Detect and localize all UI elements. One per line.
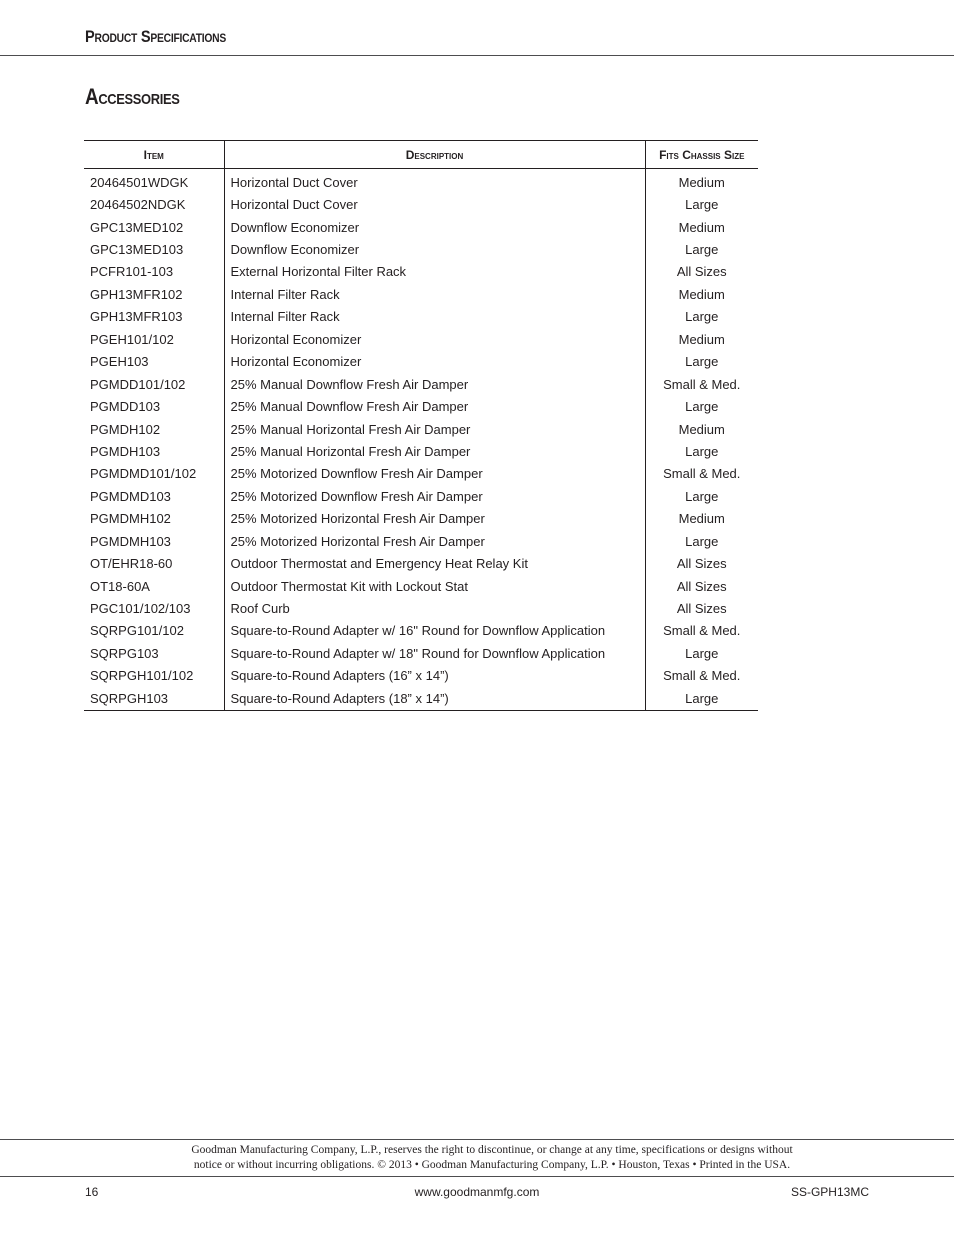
column-header-description: Description	[224, 141, 645, 169]
item-cell: PGMDD101/102	[90, 376, 186, 392]
description-cell: Roof Curb	[224, 597, 645, 619]
table-row	[84, 530, 758, 552]
table-header-row	[84, 141, 758, 169]
description-cell: 25% Motorized Horizontal Fresh Air Damper	[224, 508, 645, 530]
description-cell: Square-to-Round Adapters (16” x 14”)	[224, 665, 645, 687]
chassis-size-cell: Large	[645, 642, 758, 664]
description-cell: 25% Motorized Downflow Fresh Air Damper	[224, 485, 645, 507]
column-header-item: Item	[84, 141, 224, 169]
item-cell: SQRPGH101/102	[90, 668, 194, 684]
item-cell: PGMDMD101/102	[90, 466, 197, 482]
item-cell: OT/EHR18-60	[90, 556, 173, 572]
chassis-size-cell: Large	[645, 351, 758, 373]
item-cell: SQRPGH103	[90, 690, 169, 706]
description-cell: Downflow Economizer	[224, 238, 645, 260]
chassis-size-cell: All Sizes	[645, 597, 758, 619]
description-cell: Horizontal Economizer	[224, 328, 645, 350]
table-row	[84, 418, 758, 440]
item-cell: PGMDMH102	[90, 511, 171, 527]
description-cell: Internal Filter Rack	[224, 283, 645, 305]
table-row	[84, 575, 758, 597]
description-cell: 25% Motorized Downflow Fresh Air Damper	[224, 463, 645, 485]
description-cell: Horizontal Duct Cover	[224, 193, 645, 215]
table-row	[84, 283, 758, 305]
description-cell: 25% Manual Horizontal Fresh Air Damper	[224, 440, 645, 462]
chassis-size-cell: Large	[645, 440, 758, 462]
section-title: Accessories	[85, 84, 180, 109]
table-row	[84, 508, 758, 530]
table-row	[84, 169, 758, 194]
description-cell: Downflow Economizer	[224, 216, 645, 238]
table-row	[84, 463, 758, 485]
description-cell: Horizontal Economizer	[224, 351, 645, 373]
item-cell: 20464501WDGK	[90, 174, 189, 190]
table-body	[84, 169, 758, 711]
chassis-size-cell: Medium	[645, 283, 758, 305]
table-row	[84, 238, 758, 260]
table-row	[84, 395, 758, 417]
item-cell: GPC13MED102	[90, 219, 184, 235]
table-row	[84, 306, 758, 328]
footer-divider-bottom	[0, 1176, 954, 1177]
website-link[interactable]: www.goodmanmfg.com	[414, 1185, 540, 1199]
description-cell: 25% Motorized Horizontal Fresh Air Damper	[224, 530, 645, 552]
chassis-size-cell: Small & Med.	[645, 463, 758, 485]
description-cell: Square-to-Round Adapter w/ 18" Round for Downflow Application	[224, 642, 645, 664]
chassis-size-cell: Large	[645, 193, 758, 215]
table-row	[84, 665, 758, 687]
table-row	[84, 328, 758, 350]
chassis-size-cell: Large	[645, 485, 758, 507]
column-header-chassis-size: Fits Chassis Size	[645, 141, 758, 169]
description-cell: 25% Manual Downflow Fresh Air Damper	[224, 373, 645, 395]
item-cell: PGMDMH103	[90, 533, 171, 549]
item-cell: 20464502NDGK	[90, 197, 186, 213]
header-title: Product Specifications	[85, 27, 226, 46]
chassis-size-cell: All Sizes	[645, 261, 758, 283]
table-row	[84, 351, 758, 373]
table-row	[84, 620, 758, 642]
accessories-table	[84, 140, 758, 711]
description-cell: Square-to-Round Adapters (18” x 14”)	[224, 687, 645, 710]
description-cell: Outdoor Thermostat Kit with Lockout Stat	[224, 575, 645, 597]
disclaimer-line-2: notice or without incurring obligations. © 2013 • Goodman Manufacturing Company, L.P. • Houston, Texas • Printed in the USA.	[193, 1159, 791, 1171]
chassis-size-cell: Small & Med.	[645, 620, 758, 642]
chassis-size-cell: Large	[645, 238, 758, 260]
table-row	[84, 193, 758, 215]
chassis-size-cell: Medium	[645, 169, 758, 194]
chassis-size-cell: Large	[645, 306, 758, 328]
description-cell: Outdoor Thermostat and Emergency Heat Relay Kit	[224, 552, 645, 574]
footer-divider-top	[0, 1139, 954, 1140]
footer-disclaimer	[0, 1143, 954, 1173]
table-row	[84, 216, 758, 238]
chassis-size-cell: All Sizes	[645, 552, 758, 574]
table-row	[84, 552, 758, 574]
table-row	[84, 687, 758, 710]
description-cell: Internal Filter Rack	[224, 306, 645, 328]
table-row	[84, 373, 758, 395]
item-cell: OT18-60A	[90, 578, 150, 594]
item-cell: GPH13MFR103	[90, 309, 183, 325]
description-cell: Square-to-Round Adapter w/ 16" Round for Downflow Application	[224, 620, 645, 642]
item-cell: PGMDMD103	[90, 488, 171, 504]
description-cell: 25% Manual Horizontal Fresh Air Damper	[224, 418, 645, 440]
chassis-size-cell: Small & Med.	[645, 665, 758, 687]
header-divider	[0, 55, 954, 56]
table-row	[84, 597, 758, 619]
item-cell: PGEH103	[90, 354, 149, 370]
item-cell: SQRPG103	[90, 645, 159, 661]
item-cell: PGC101/102/103	[90, 601, 191, 617]
table-row	[84, 261, 758, 283]
chassis-size-cell: Large	[645, 687, 758, 710]
chassis-size-cell: All Sizes	[645, 575, 758, 597]
description-cell: External Horizontal Filter Rack	[224, 261, 645, 283]
disclaimer-line-1: Goodman Manufacturing Company, L.P., reserves the right to discontinue, or change at any time, specifications or designs without	[191, 1144, 793, 1156]
item-cell: GPH13MFR102	[90, 286, 183, 302]
description-cell: 25% Manual Downflow Fresh Air Damper	[224, 395, 645, 417]
chassis-size-cell: Medium	[645, 508, 758, 530]
chassis-size-cell: Small & Med.	[645, 373, 758, 395]
chassis-size-cell: Large	[645, 395, 758, 417]
document-code: SS-GPH13MC	[790, 1185, 869, 1199]
page-number: 16	[85, 1185, 99, 1199]
item-cell: PGEH101/102	[90, 331, 174, 347]
table-row	[84, 485, 758, 507]
item-cell: PGMDH103	[90, 443, 161, 459]
item-cell: GPC13MED103	[90, 242, 184, 258]
table-row	[84, 642, 758, 664]
chassis-size-cell: Medium	[645, 328, 758, 350]
description-cell: Horizontal Duct Cover	[224, 169, 645, 194]
table-row	[84, 440, 758, 462]
item-cell: PGMDD103	[90, 399, 161, 415]
chassis-size-cell: Medium	[645, 216, 758, 238]
item-cell: PGMDH102	[90, 421, 161, 437]
item-cell: PCFR101-103	[90, 264, 174, 280]
item-cell: SQRPG101/102	[90, 623, 184, 639]
chassis-size-cell: Large	[645, 530, 758, 552]
chassis-size-cell: Medium	[645, 418, 758, 440]
